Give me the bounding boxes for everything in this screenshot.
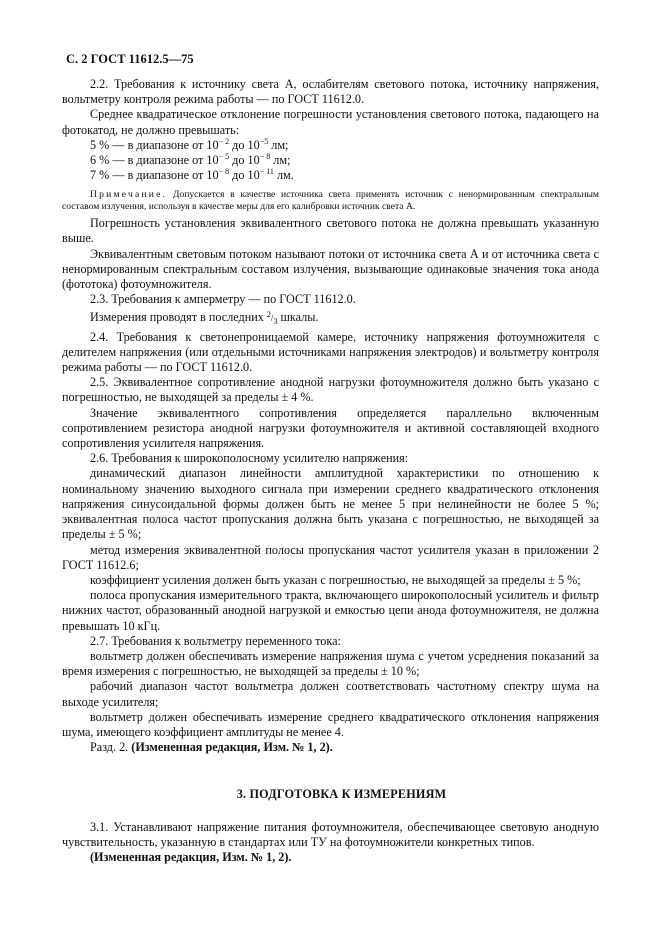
paragraph-voltmeter-noise: вольтметр должен обеспечивать измерение напряжения шума с учетом усреднения показаний за время измерения с погрешностью, не выходящей за пределы ± 10 %;: [62, 648, 599, 679]
paragraph-resistance: Значение эквивалентного сопротивления определяется параллельно включенным сопротивлением резистора анодной нагрузки фотоумножителя и активной составляющей входного сопротивления усилителя напряжения.: [62, 405, 599, 451]
paragraph-voltmeter-rms: вольтметр должен обеспечивать измерение среднего квадратического отклонения напряжения шума, имеющего коэффициент амплитуды не менее 4.: [62, 709, 599, 739]
paragraph-2-5: 2.5. Эквивалентное сопротивление анодной нагрузки фотоумножителя должно быть указано с погрешностью, не выходящей за пределы ± 4 %.: [62, 375, 599, 405]
limit-line-3: 7 % — в диапазоне от $10^{- 8}$ до $10^{- 11}$ лм.: [90, 167, 294, 183]
paragraph-scale: Измерения проводят в последних 2/3 шкалы.: [90, 310, 319, 327]
paragraph-2-4: 2.4. Требования к светонепроницаемой камере, источнику напряжения фотоумножителя с делителем напряжения (или отдельными источниками напряжения электродов) и вольтметру контроля режима работы — по ГОСТ 11612.0.: [62, 329, 599, 375]
paragraph-2-2: 2.2. Требования к источнику света А, ослабителям светового потока, источнику напряжения, вольтметру контроля режима работы — по ГОСТ 11612.0.: [62, 77, 599, 107]
paragraph-revision-2: Разд. 2. (Измененная редакция, Изм. № 1, 2).: [90, 740, 333, 755]
paragraph-2-3: 2.3. Требования к амперметру — по ГОСТ 11612.0.: [90, 292, 356, 307]
section-3-title: 3. ПОДГОТОВКА К ИЗМЕРЕНИЯМ: [236, 787, 447, 802]
note: [62, 189, 599, 212]
paragraph-equiv-error: Погрешность установления эквивалентного светового потока не должна превышать указанную выше.: [62, 216, 599, 246]
paragraph-2-6: 2.6. Требования к широкополосному усилителю напряжения:: [90, 451, 409, 466]
paragraph-revision-3: (Измененная редакция, Изм. № 1, 2).: [90, 849, 292, 864]
limit-line-1: 5 % — в диапазоне от $10^{- 2}$ до $10^{-5}$ лм;: [90, 136, 289, 152]
paragraph-passband: полоса пропускания измерительного тракта, включающего широкополосный усилитель и фильтр нижних частот, образованный анодной нагрузкой и емкостью цепи анода фотоумножителя, не должна превышать 10 кГц.: [62, 588, 599, 633]
paragraph-equiv-definition: Эквивалентным световым потоком называют потоки от источника света А и от источника света с ненормированным спектральным составом излучения, вызывающие одинаковые значения тока анода (фототока) фотоумножителя.: [62, 246, 599, 292]
paragraph-gain: коэффициент усиления должен быть указан с погрешностью, не выходящей за пределы ± 5 %;: [90, 572, 581, 587]
paragraph-bandwidth-method: метод измерения эквивалентной полосы пропускания частот усилителя указан в приложении 2 ГОСТ 11612.6;: [62, 542, 599, 572]
note-text: Допускается в качестве источника света применять источник с ненормированным спектральным составом излучения, используя в качестве меры для его калибровки источник света А.: [62, 189, 599, 212]
paragraph-dynamic-range: динамический диапазон линейности амплитудной характеристики по отношению к номинальному значению выходного сигнала при измерении среднего квадратического отклонения напряжения синусоидальной формы должен быть не менее 5 при нелинейности не более 5 %; эквивалентная полоса частот пропускания должна быть указана с погрешностью, не выходящей за пределы ± 5 %;: [62, 466, 599, 542]
page-header: С. 2 ГОСТ 11612.5—75: [66, 52, 194, 66]
paragraph-2-7: 2.7. Требования к вольтметру переменного тока:: [90, 633, 341, 648]
limit-line-2: 6 % — в диапазоне от $10^{- 5}$ до $10^{- 8}$ лм;: [90, 152, 291, 168]
paragraph-voltmeter-range: рабочий диапазон частот вольтметра должен соответствовать частотному спектру шума на выходе усилителя;: [62, 679, 599, 709]
paragraph-3-1: 3.1. Устанавливают напряжение питания фотоумножителя, обеспечивающее световую анодную чувствительность, указанную в стандартах или ТУ на фотоумножители конкретных типов.: [62, 819, 599, 849]
paragraph-deviation: Среднее квадратическое отклонение погрешности установления светового потока, падающего на фотокатод, не должно превышать:: [62, 107, 599, 137]
note-label: Примечание.: [90, 189, 168, 201]
document-body: [62, 77, 599, 865]
